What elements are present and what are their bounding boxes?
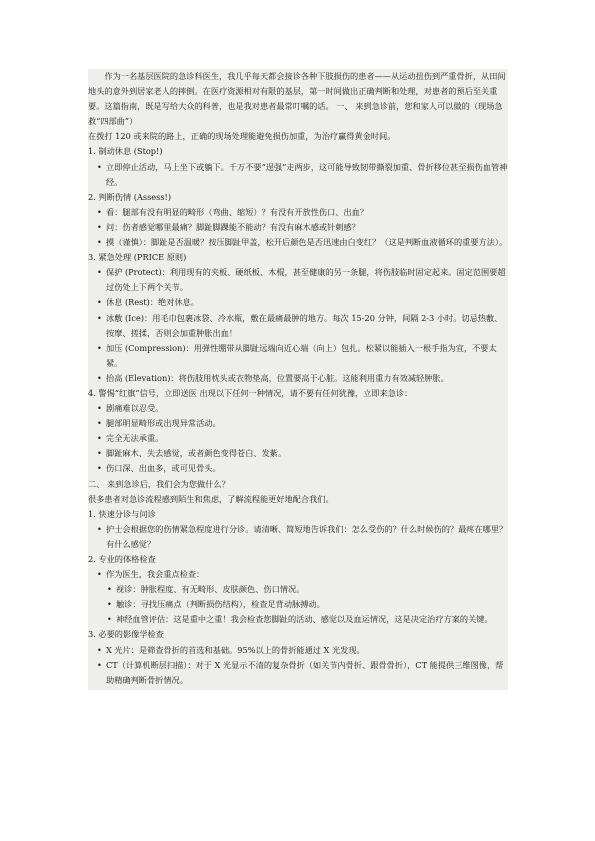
list-item: • 神经血管评估：这是重中之重！我会检查您脚趾的活动、感觉以及血运情况，这是决定治疗方案的关键。 [88, 612, 508, 627]
bullet-icon: • [97, 569, 102, 580]
part2-intro: 很多患者对急诊流程感到陌生和焦虑，了解流程能更好地配合我们。 [88, 493, 334, 504]
list-item: • 完全无法承重。 [88, 431, 508, 446]
section-1-title: 1. 制动休息 (Stop!) [88, 146, 163, 157]
bullet-icon: • [97, 403, 102, 414]
list-item: • 护士会根据您的伤情紧急程度进行分诊。请清晰、简短地告诉我们：怎么受伤的？什么时候伤的？最疼在哪里？有什么感觉？ [97, 523, 508, 549]
bullet-icon: • [97, 644, 102, 655]
section-4-title: 4. 警惕“红旗”信号，立即送医 出现以下任何一种情况，请不要有任何犹豫，立即来急诊： [88, 387, 413, 398]
list-item: • 加压 (Compression)：用弹性绷带从脚趾远端向近心端（向上）包扎。松紧以能插入一根手指为宜，不要太紧。 [97, 342, 497, 368]
part1-heading: 一、 来到急诊前，您和家人可以做的（现场急救“四部曲”） [88, 101, 503, 127]
list-item: • 保护 (Protect)：利用现有的夹板、硬纸板、木棍，甚至健康的另一条腿，将伤肢临时固定起来。固定范围要超过伤处上下两个关节。 [97, 267, 506, 293]
bullet-icon: • [107, 599, 112, 610]
intro-paragraph: 作为一名基层医院的急诊科医生，我几乎每天都会接诊各种下肢损伤的患者——从运动扭伤到严重骨折，从田间地头的意外到居家老人的摔倒。在医疗资源相对有限的基层，第一时间做出正确判断和处理，对患者的预后至关重要。这篇指南，既是写给大众的科普，也是我对患者最常叮嘱的话。 [88, 71, 506, 112]
list-item: • 视诊：肿胀程度、有无畸形、皮肤颜色、伤口情况。 [88, 582, 508, 597]
part2-section-3-title: 3. 必要的影像学检查 [88, 629, 164, 640]
section-2-title: 2. 判断伤情 (Assess!) [88, 191, 172, 202]
bullet-icon: • [107, 584, 112, 595]
list-item: • 伤口深、出血多，或可见骨头。 [88, 461, 508, 476]
list-item: • X 光片：是筛查骨折的首选和基础。95%以上的骨折能通过 X 光发现。 [88, 643, 508, 658]
bullet-icon: • [107, 614, 112, 625]
list-item: • 冰敷 (Ice)：用毛巾包裹冰袋、冷水瓶，敷在最痛最肿的地方。每次 15-20 分钟，间隔 2-3 小时。切忌热敷、按摩、搓揉，否则会加重肿胀出血！ [97, 312, 503, 338]
list-item: • CT（计算机断层扫描）：对于 X 光显示不清的复杂骨折（如关节内骨折、跟骨骨折），CT 能提供三维图像，帮助精确判断骨折情况。 [97, 659, 504, 685]
list-item: • 立即停止活动，马上坐下或躺下。千万不要“逞强”走两步，这可能导致韧带撕裂加重、骨折移位甚至损伤血管神经。 [97, 161, 508, 187]
bullet-icon: • [97, 237, 102, 248]
bullet-icon: • [97, 448, 102, 459]
bullet-icon: • [97, 418, 102, 429]
part1-intro: 在拨打 120 或来院的路上，正确的现场处理能避免损伤加重，为治疗赢得黄金时间。 [88, 131, 396, 142]
part2-section-1-title: 1. 快速分诊与问诊 [88, 508, 156, 519]
bullet-icon: • [97, 342, 102, 353]
bullet-icon: • [97, 297, 102, 308]
list-item: • 摸（谨慎）：脚趾是否温暖？按压脚趾甲盖，松开后颜色是否迅速由白变红？（这是判断血液循环的重要方法）。 [88, 235, 508, 250]
section-3-title: 3. 紧急处理 (PRICE 原则) [88, 252, 187, 263]
list-item: • 看：腿部有没有明显的畸形（弯曲、缩短）？有没有开放性伤口、出血？ [88, 205, 508, 220]
part2-heading: 二、 来到急诊后，我们会为您做什么？ [88, 478, 230, 489]
list-item: • 剧痛难以忍受。 [88, 401, 508, 416]
bullet-icon: • [97, 463, 102, 474]
bullet-icon: • [97, 161, 102, 172]
list-item: • 触诊：寻找压痛点（判断损伤结构），检查足背动脉搏动。 [88, 597, 508, 612]
bullet-icon: • [97, 372, 102, 383]
bullet-icon: • [97, 433, 102, 444]
list-item: • 腿部明显畸形或出现异常活动。 [88, 416, 508, 431]
list-item: • 问：伤者感觉哪里最痛？脚趾脚踝能不能动？有没有麻木感或针刺感？ [88, 220, 508, 235]
bullet-icon: • [97, 206, 102, 217]
bullet-icon: • [97, 267, 102, 278]
bullet-icon: • [97, 523, 102, 534]
bullet-icon: • [97, 659, 102, 670]
bullet-icon: • [97, 221, 102, 232]
list-item: • 脚趾麻木、失去感觉，或者颜色变得苍白、发紫。 [88, 446, 508, 461]
list-item: • 休息 (Rest)：绝对休息。 [88, 295, 508, 310]
list-item: • 抬高 (Elevation)：将伤肢用枕头或衣物垫高，位置要高于心脏。这能利用重力有效减轻肿胀。 [88, 371, 508, 386]
bullet-icon: • [97, 312, 102, 323]
list-item: • 作为医生，我会重点检查： [88, 567, 508, 582]
document-body [88, 69, 508, 690]
part2-section-2-title: 2. 专业的体格检查 [88, 554, 156, 564]
